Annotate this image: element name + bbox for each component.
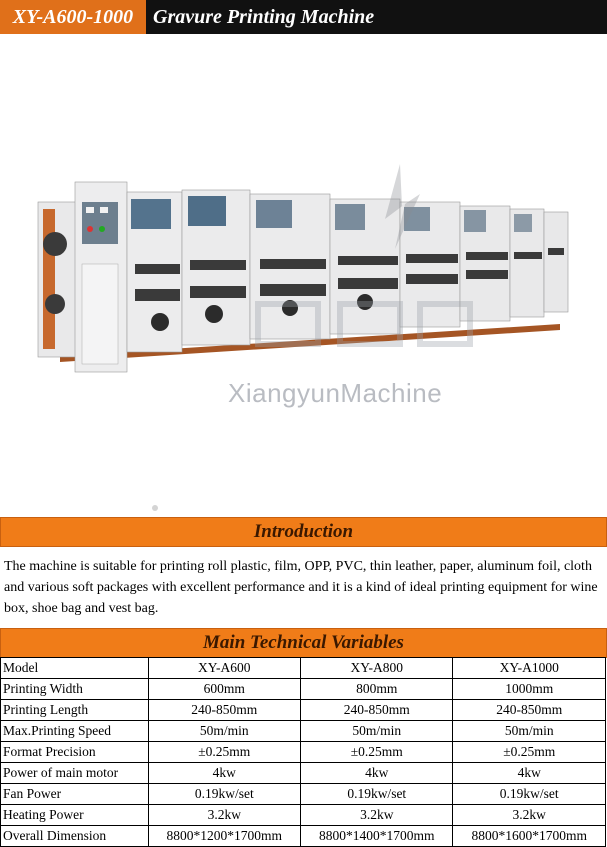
spec-label: Overall Dimension — [1, 826, 149, 847]
spec-value: XY-A600 — [148, 658, 300, 679]
decorative-dot — [152, 505, 158, 511]
spec-value: 0.19kw/set — [301, 784, 453, 805]
table-row — [1, 742, 606, 763]
spec-value: ±0.25mm — [148, 742, 300, 763]
page-header — [0, 0, 607, 34]
spec-value: 4kw — [301, 763, 453, 784]
spec-value: 3.2kw — [148, 805, 300, 826]
spec-label: Format Precision — [1, 742, 149, 763]
spec-value: 50m/min — [148, 721, 300, 742]
table-row — [1, 700, 606, 721]
table-row — [1, 679, 606, 700]
specs-heading: Main Technical Variables — [0, 628, 607, 658]
table-row — [1, 721, 606, 742]
page-title: Gravure Printing Machine — [153, 6, 375, 28]
spec-value: 3.2kw — [301, 805, 453, 826]
machine-photo — [0, 34, 607, 516]
spec-value: 240-850mm — [148, 700, 300, 721]
control-tower — [75, 182, 127, 372]
spec-label: Power of main motor — [1, 763, 149, 784]
watermark-text: XiangyunMachine — [228, 378, 443, 408]
machine-illustration — [0, 34, 607, 516]
model-tag: XY-A600-1000 — [0, 0, 146, 34]
spec-value: XY-A800 — [301, 658, 453, 679]
spec-value: 8800*1200*1700mm — [148, 826, 300, 847]
spec-value: 240-850mm — [301, 700, 453, 721]
spec-label: Max.Printing Speed — [1, 721, 149, 742]
spec-value: 4kw — [148, 763, 300, 784]
table-row — [1, 658, 606, 679]
table-row — [1, 763, 606, 784]
spec-value: 8800*1400*1700mm — [301, 826, 453, 847]
unwinder-section — [38, 202, 78, 357]
spec-value: 0.19kw/set — [453, 784, 606, 805]
spec-value: 50m/min — [301, 721, 453, 742]
spec-value: ±0.25mm — [453, 742, 606, 763]
spec-label: Fan Power — [1, 784, 149, 805]
spec-value: 800mm — [301, 679, 453, 700]
spec-label: Printing Width — [1, 679, 149, 700]
spec-value: 8800*1600*1700mm — [453, 826, 606, 847]
spec-label: Heating Power — [1, 805, 149, 826]
table-row — [1, 805, 606, 826]
spec-value: 3.2kw — [453, 805, 606, 826]
printing-units — [127, 190, 568, 352]
spec-value: ±0.25mm — [301, 742, 453, 763]
spec-value: 50m/min — [453, 721, 606, 742]
spec-table — [0, 657, 606, 847]
table-row — [1, 784, 606, 805]
table-row — [1, 826, 606, 847]
spec-value: 600mm — [148, 679, 300, 700]
introduction-text: The machine is suitable for printing roll plastic, film, OPP, PVC, thin leather, paper, aluminum foil, cloth and various soft packages with excellent performance and it is a kind of ideal printing equipment for wine box, shoe bag and vest bag. — [4, 559, 598, 616]
spec-table-body — [1, 658, 606, 847]
introduction-heading: Introduction — [0, 517, 607, 547]
spec-label: Model — [1, 658, 149, 679]
spec-value: XY-A1000 — [453, 658, 606, 679]
spec-value: 0.19kw/set — [148, 784, 300, 805]
spec-label: Printing Length — [1, 700, 149, 721]
spec-value: 4kw — [453, 763, 606, 784]
spec-value: 240-850mm — [453, 700, 606, 721]
spec-value: 1000mm — [453, 679, 606, 700]
